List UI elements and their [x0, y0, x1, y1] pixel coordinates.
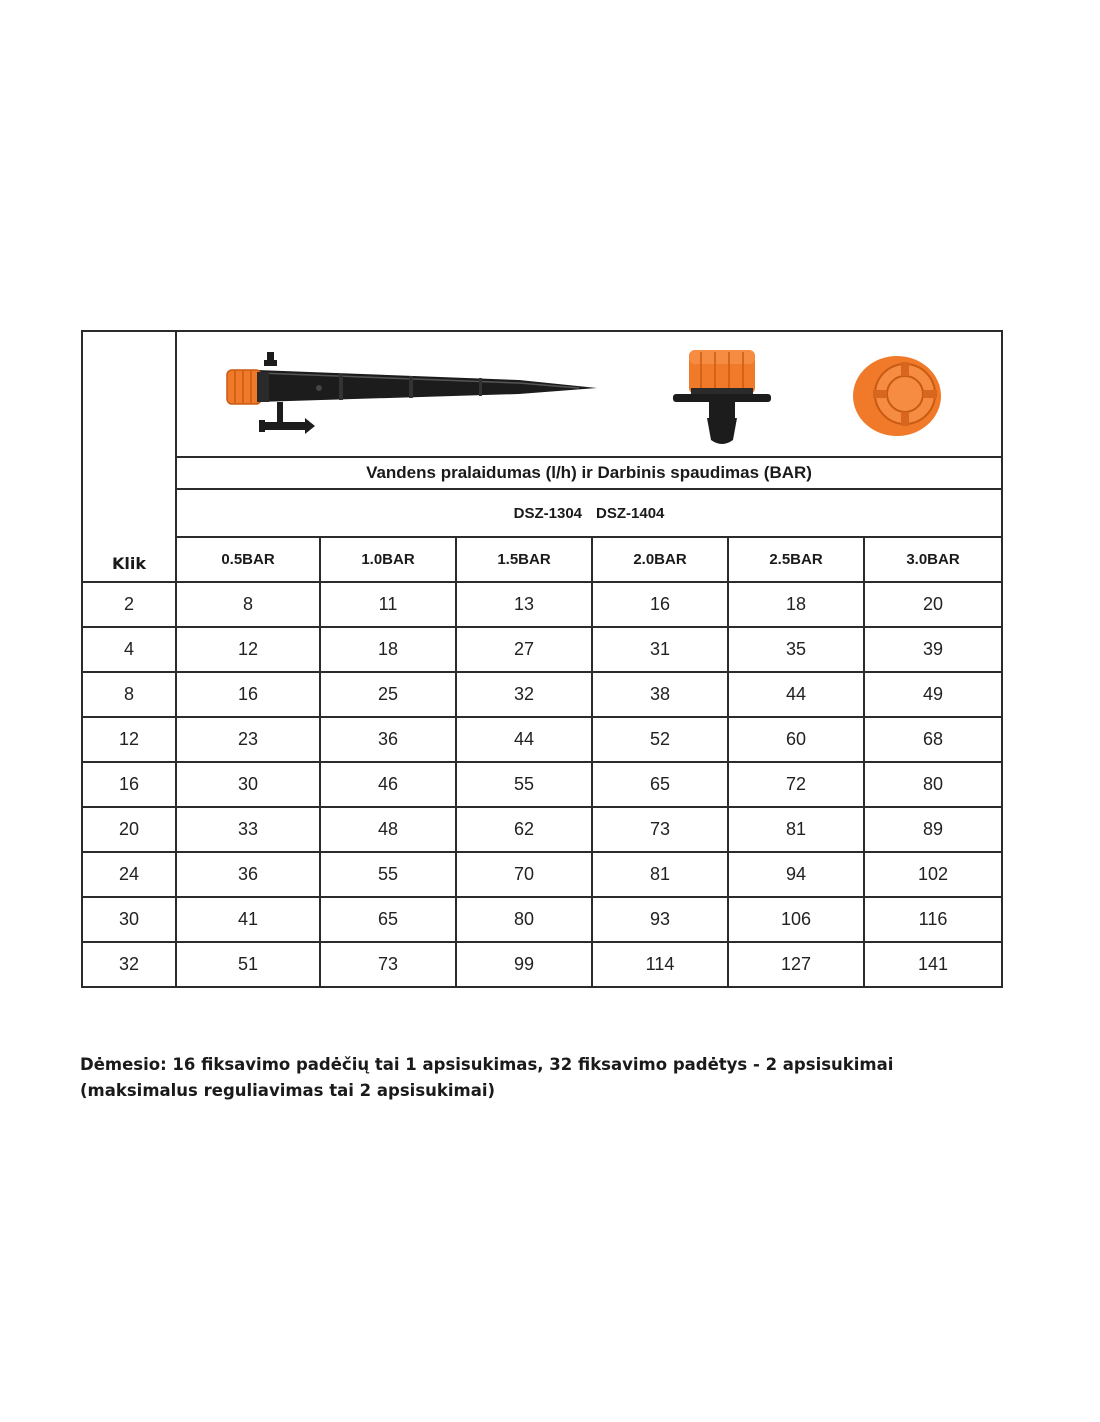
- flow-rate-table: [81, 330, 1003, 988]
- flow-value: 49: [864, 672, 1002, 717]
- flow-value: 60: [728, 717, 864, 762]
- klik-value: 32: [82, 942, 176, 987]
- adjustable-dripper-icon: [671, 344, 775, 454]
- pressure-header: 2.0BAR: [592, 537, 728, 582]
- flow-value: 62: [456, 807, 592, 852]
- flow-value: 81: [728, 807, 864, 852]
- flow-value: 25: [320, 672, 456, 717]
- pressure-header: 1.5BAR: [456, 537, 592, 582]
- flow-value: 94: [728, 852, 864, 897]
- flow-value: 93: [592, 897, 728, 942]
- flow-value: 70: [456, 852, 592, 897]
- flow-value: 89: [864, 807, 1002, 852]
- pressure-header: 1.0BAR: [320, 537, 456, 582]
- flow-value: 12: [176, 627, 320, 672]
- flow-value: 8: [176, 582, 320, 627]
- flow-value: 80: [456, 897, 592, 942]
- dripper-cap-icon: [849, 350, 945, 440]
- flow-value: 55: [320, 852, 456, 897]
- flow-value: 73: [320, 942, 456, 987]
- flow-value: 16: [592, 582, 728, 627]
- flow-value: 20: [864, 582, 1002, 627]
- table-row: [82, 807, 1002, 852]
- flow-value: 30: [176, 762, 320, 807]
- klik-value: 2: [82, 582, 176, 627]
- flow-value: 65: [592, 762, 728, 807]
- flow-value: 48: [320, 807, 456, 852]
- flow-value: 18: [728, 582, 864, 627]
- flow-value: 99: [456, 942, 592, 987]
- flow-value: 38: [592, 672, 728, 717]
- flow-value: 51: [176, 942, 320, 987]
- klik-label: Klik: [111, 554, 146, 573]
- flow-value: 41: [176, 897, 320, 942]
- flow-value: 32: [456, 672, 592, 717]
- flow-value: 27: [456, 627, 592, 672]
- flow-value: 141: [864, 942, 1002, 987]
- model-1: DSZ-1304: [513, 504, 583, 522]
- flow-value: 31: [592, 627, 728, 672]
- drip-stake-icon: [219, 346, 609, 446]
- pressure-header: 0.5BAR: [176, 537, 320, 582]
- flow-value: 106: [728, 897, 864, 942]
- flow-value: 33: [176, 807, 320, 852]
- flow-value: 44: [728, 672, 864, 717]
- flow-value: 39: [864, 627, 1002, 672]
- flow-value: 11: [320, 582, 456, 627]
- klik-value: 12: [82, 717, 176, 762]
- flow-value: 127: [728, 942, 864, 987]
- flow-value: 36: [320, 717, 456, 762]
- klik-value: 16: [82, 762, 176, 807]
- flow-value: 18: [320, 627, 456, 672]
- flow-value: 65: [320, 897, 456, 942]
- flow-value: 80: [864, 762, 1002, 807]
- klik-header: [82, 331, 176, 582]
- flow-value: 46: [320, 762, 456, 807]
- flow-value: 81: [592, 852, 728, 897]
- flow-value: 114: [592, 942, 728, 987]
- table-title: Vandens pralaidumas (l/h) ir Darbinis spaudimas (BAR): [176, 457, 1002, 489]
- flow-value: 68: [864, 717, 1002, 762]
- flow-value: 23: [176, 717, 320, 762]
- table-row: [82, 897, 1002, 942]
- model-numbers: [176, 489, 1002, 537]
- klik-value: 20: [82, 807, 176, 852]
- flow-value: 35: [728, 627, 864, 672]
- klik-value: 30: [82, 897, 176, 942]
- flow-value: 52: [592, 717, 728, 762]
- pressure-header: 3.0BAR: [864, 537, 1002, 582]
- table-row: [82, 672, 1002, 717]
- klik-value: 4: [82, 627, 176, 672]
- flow-value: 102: [864, 852, 1002, 897]
- flow-value: 73: [592, 807, 728, 852]
- note-text: Dėmesio: 16 fiksavimo padėčių tai 1 apsisukimas, 32 fiksavimo padėtys - 2 apsisukimai (maksimalus reguliavimas tai 2 apsisukimai): [80, 1055, 894, 1100]
- pressure-header: 2.5BAR: [728, 537, 864, 582]
- product-images: [176, 331, 1002, 457]
- pressure-header-row: [82, 537, 1002, 582]
- table-row: [82, 717, 1002, 762]
- flow-value: 44: [456, 717, 592, 762]
- table-row: [82, 582, 1002, 627]
- flow-value: 16: [176, 672, 320, 717]
- table-row: [82, 627, 1002, 672]
- table-row: [82, 942, 1002, 987]
- flow-value: 13: [456, 582, 592, 627]
- klik-value: 24: [82, 852, 176, 897]
- flow-value: 55: [456, 762, 592, 807]
- table-row: [82, 762, 1002, 807]
- flow-value: 36: [176, 852, 320, 897]
- flow-value: 116: [864, 897, 1002, 942]
- flow-value: 72: [728, 762, 864, 807]
- table-row: [82, 852, 1002, 897]
- klik-value: 8: [82, 672, 176, 717]
- model-2: DSZ-1404: [596, 504, 665, 522]
